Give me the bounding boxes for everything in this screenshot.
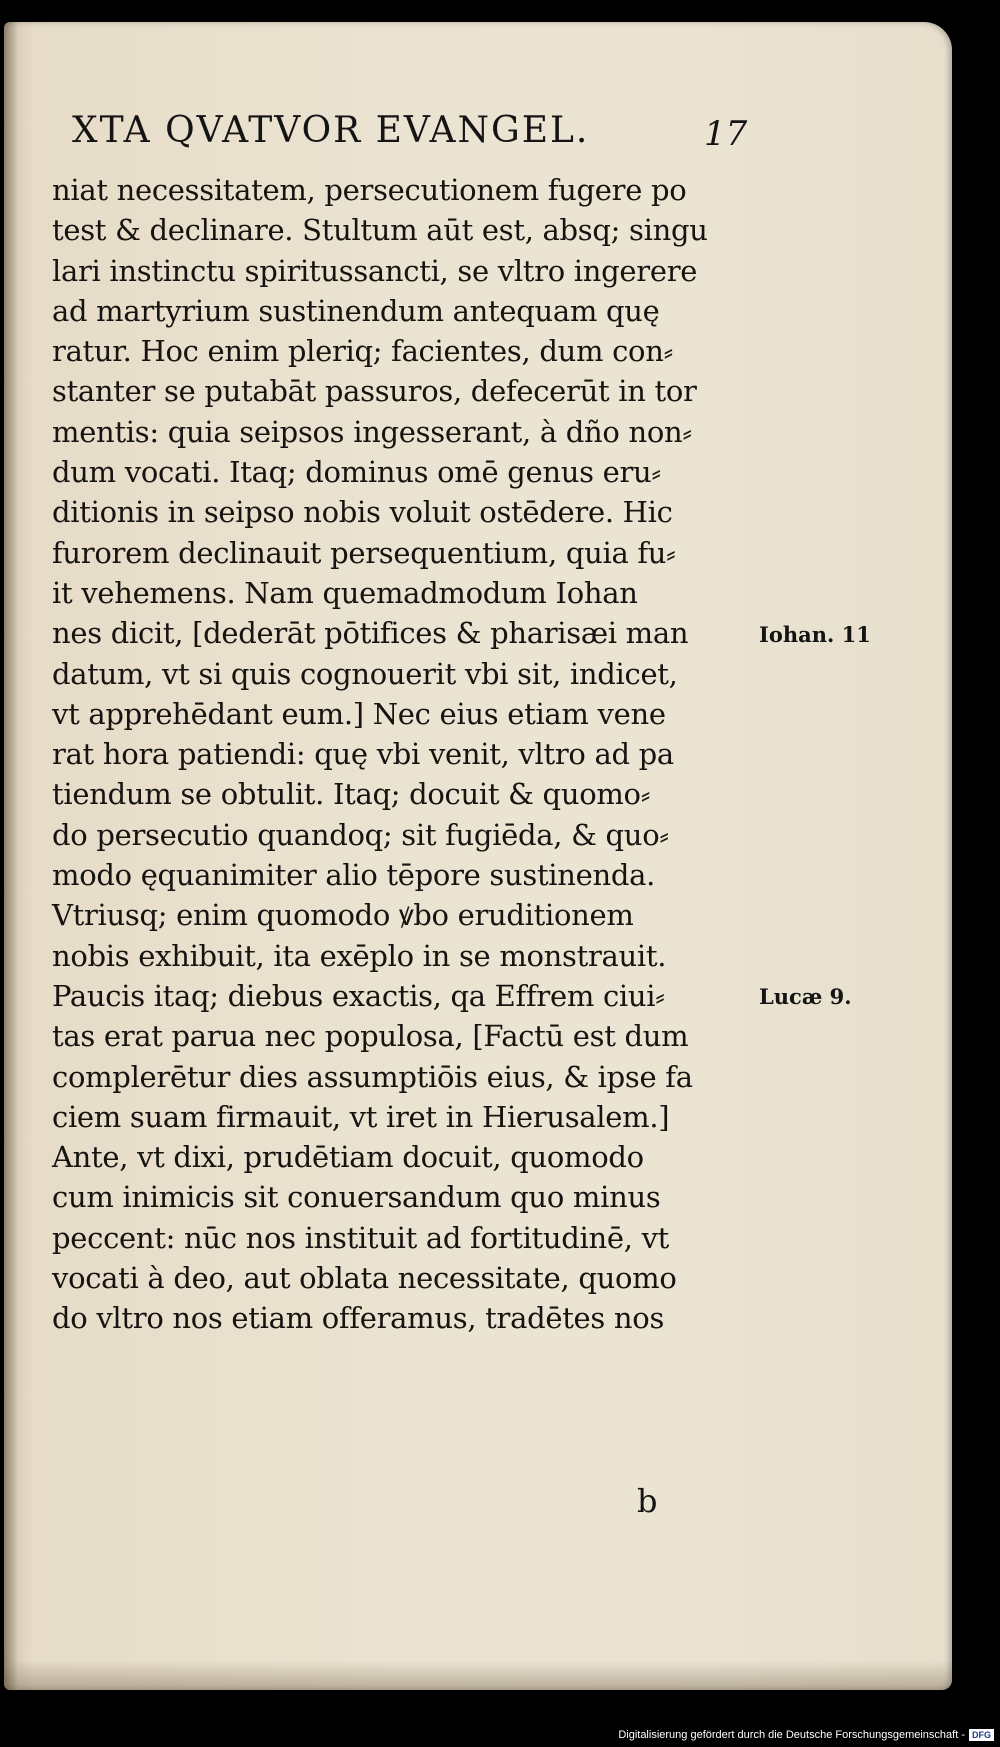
text-line: dum vocati. Itaq; dominus omē genus eru⸗ (52, 455, 661, 490)
text-line: test & declinare. Stultum aūt est, absq; singu (52, 213, 708, 248)
text-line: nes dicit, [dederāt pōtifices & pharisæi man (52, 616, 689, 651)
text-line: peccent: nūc nos instituit ad fortitudinē, vt (52, 1220, 670, 1255)
book-page (4, 22, 952, 1690)
footer-text: Digitalisierung gefördert durch die Deutsche Forschungsgemeinschaft - (618, 1729, 965, 1741)
signature-mark: b (637, 1482, 658, 1520)
text-line: furorem declinauit persequentium, quia fu⸗ (52, 535, 676, 570)
text-line: it vehemens. Nam quemadmodum Iohan (52, 575, 638, 610)
text-line: cum inimicis sit conuersandum quo minus (52, 1180, 661, 1215)
margin-note-lucae: Lucæ 9. (759, 984, 852, 1009)
text-line: vt apprehēdant eum.] Nec eius etiam vene (52, 696, 666, 731)
text-line: vocati à deo, aut oblata necessitate, quomo (52, 1261, 677, 1296)
text-line: tiendum se obtulit. Itaq; docuit & quomo⸗ (52, 777, 651, 812)
text-line: ciem suam firmauit, vt iret in Hierusalem.] (52, 1099, 670, 1134)
text-line: Ante, vt dixi, prudētiam docuit, quomodo (52, 1140, 644, 1175)
text-line: stanter se putabāt passuros, defecerūt in tor (52, 374, 697, 409)
running-head-text: XTA QVATVOR EVANGEL. (72, 110, 590, 151)
text-line: ad martyrium sustinendum antequam quę (52, 293, 660, 328)
text-line: datum, vt si quis cognouerit vbi sit, indicet, (52, 656, 678, 691)
page-edge (4, 1660, 952, 1690)
footer-credit (618, 1729, 994, 1741)
gutter-shadow (4, 22, 18, 1690)
text-line: lari instinctu spiritussancti, se vltro ingerere (52, 253, 698, 288)
text-line: Vtriusq; enim quomodo ꝟbo eruditionem (52, 898, 634, 933)
running-head (72, 110, 732, 151)
text-line: rat hora patiendi: quę vbi venit, vltro ad pa (52, 737, 674, 772)
margin-note-iohan: Iohan. 11 (759, 622, 871, 647)
folio-number: 17 (704, 114, 748, 154)
text-line: ratur. Hoc enim pleriq; facientes, dum con⸗ (52, 334, 673, 369)
text-line: Paucis itaq; diebus exactis, qa Effrem ciui⸗ (52, 978, 665, 1013)
dfg-logo-badge: DFG (969, 1729, 994, 1741)
text-line: tas erat parua nec populosa, [Factū est dum (52, 1019, 689, 1054)
text-line: nobis exhibuit, ita exēplo in se monstrauit. (52, 938, 667, 973)
text-line: complerētur dies assumptiōis eius, & ipse fa (52, 1059, 693, 1094)
text-line: mentis: quia seipsos ingesserant, à dño non⸗ (52, 414, 692, 449)
text-block (52, 170, 762, 1339)
text-line: niat necessitatem, persecutionem fugere po (52, 173, 687, 207)
text-line: modo ęquanimiter alio tēpore sustinenda. (52, 858, 656, 893)
text-line: do vltro nos etiam offeramus, tradētes nos (52, 1301, 665, 1336)
text-line: do persecutio quandoq; sit fugiēda, & quo⸗ (52, 817, 669, 852)
text-line: ditionis in seipso nobis voluit ostēdere. Hic (52, 495, 673, 530)
